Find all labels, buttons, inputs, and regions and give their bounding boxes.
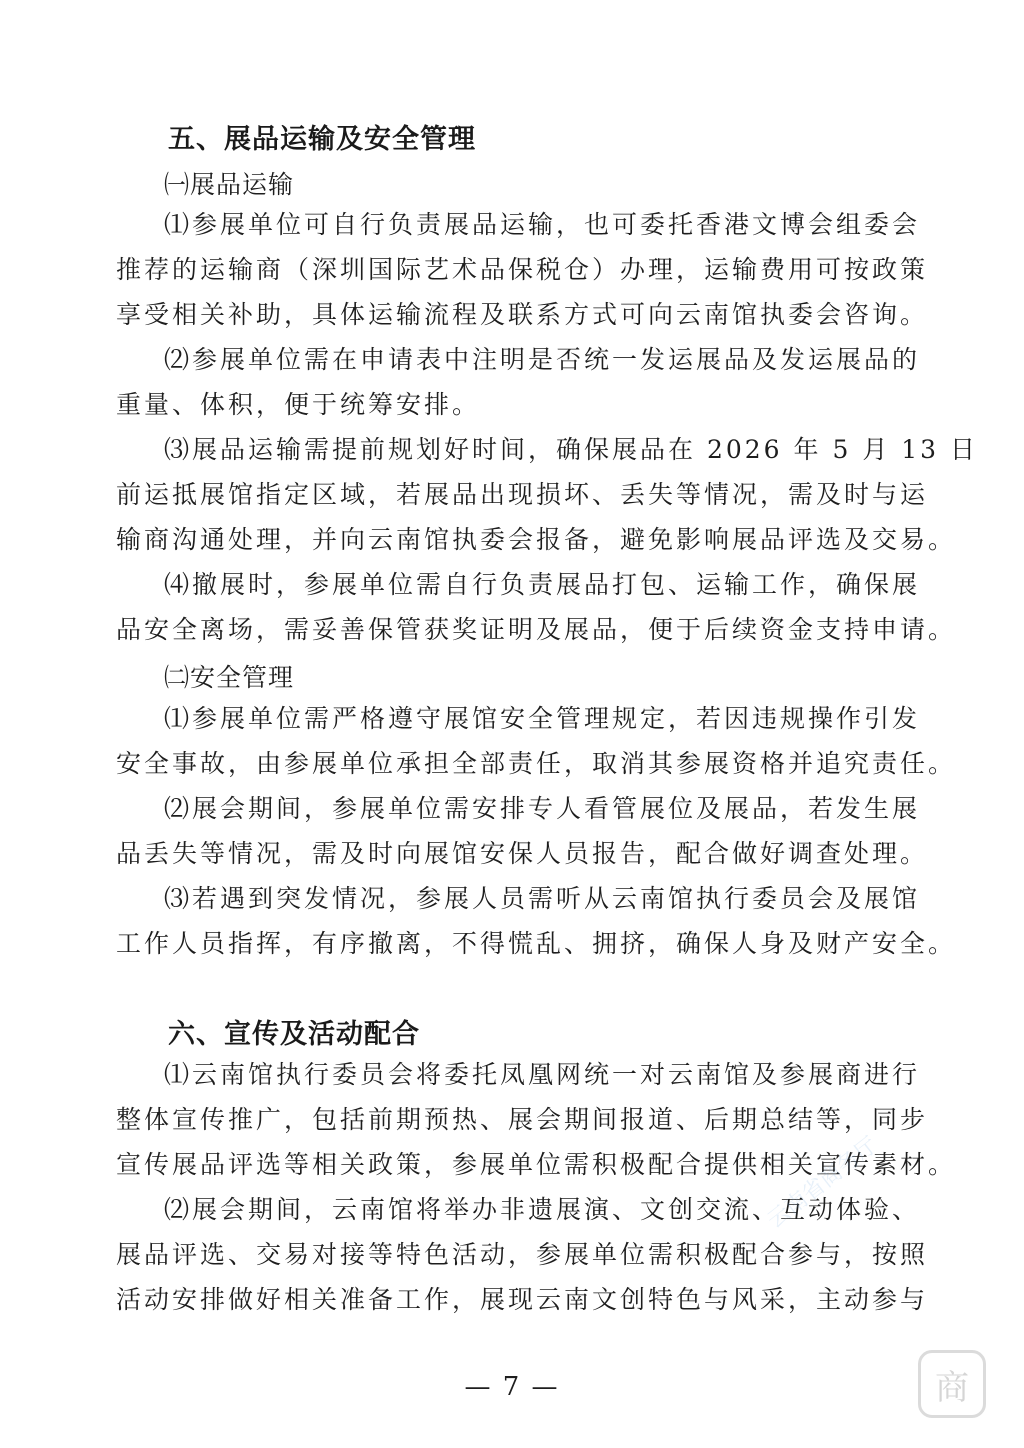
paragraph-line: 输商沟通处理，并向云南馆执委会报备，避免影响展品评选及交易。 [116, 525, 957, 554]
section-heading-6: 六、宣传及活动配合 [168, 1019, 420, 1050]
paragraph-line: ⑷撤展时，参展单位需自行负责展品打包、运输工作，确保展 [164, 570, 921, 599]
paragraph-line: ⑵展会期间，云南馆将举办非遗展演、文创交流、互动体验、 [164, 1195, 921, 1224]
paragraph-line: 品丢失等情况，需及时向展馆安保人员报告，配合做好调查处理。 [116, 839, 929, 868]
section-heading-5: 五、展品运输及安全管理 [168, 124, 476, 155]
subsection-heading-safety: ㈡安全管理 [164, 663, 295, 692]
paragraph-line: 安全事故，由参展单位承担全部责任，取消其参展资格并追究责任。 [116, 749, 957, 778]
paragraph-line: 推荐的运输商（深圳国际艺术品保税仓）办理，运输费用可按政策 [116, 255, 929, 284]
paragraph-line: ⑵展会期间，参展单位需安排专人看管展位及展品，若发生展 [164, 794, 921, 823]
paragraph-line: ⑶展品运输需提前规划好时间，确保展品在 2026 年 5 月 13 日 [164, 435, 979, 464]
paragraph-line: ⑴参展单位需严格遵守展馆安全管理规定，若因违规操作引发 [164, 704, 921, 733]
paragraph-line: ⑴云南馆执行委员会将委托凤凰网统一对云南馆及参展商进行 [164, 1060, 921, 1089]
paragraph-line: 工作人员指挥，有序撤离，不得慌乱、拥挤，确保人身及财产安全。 [116, 929, 957, 958]
paragraph-line: 重量、体积，便于统筹安排。 [116, 390, 481, 419]
paragraph-line: ⑵参展单位需在申请表中注明是否统一发运展品及发运展品的 [164, 345, 921, 374]
paragraph-line: 品安全离场，需妥善保管获奖证明及展品，便于后续资金支持申请。 [116, 615, 957, 644]
paragraph-line: ⑶若遇到突发情况，参展人员需听从云南馆执行委员会及展馆 [164, 884, 921, 913]
page-number: — 7 — [464, 1372, 560, 1402]
watermark-text: 云南省商务厅 [763, 1132, 883, 1234]
paragraph-line: 宣传展品评选等相关政策，参展单位需积极配合提供相关宣传素材。 [116, 1150, 957, 1179]
paragraph-line: 活动安排做好相关准备工作，展现云南文创特色与风采，主动参与 [116, 1285, 929, 1314]
paragraph-line: 展品评选、交易对接等特色活动，参展单位需积极配合参与，按照 [116, 1240, 929, 1269]
paragraph-line: 整体宣传推广，包括前期预热、展会期间报道、后期总结等，同步 [116, 1105, 929, 1134]
paragraph-line: ⑴参展单位可自行负责展品运输，也可委托香港文博会组委会 [164, 210, 921, 239]
watermark-badge-icon: 商 [918, 1350, 986, 1418]
paragraph-line: 前运抵展馆指定区域，若展品出现损坏、丢失等情况，需及时与运 [116, 480, 929, 509]
subsection-heading-transport: ㈠展品运输 [164, 170, 295, 199]
paragraph-line: 享受相关补助，具体运输流程及联系方式可向云南馆执委会咨询。 [116, 300, 929, 329]
